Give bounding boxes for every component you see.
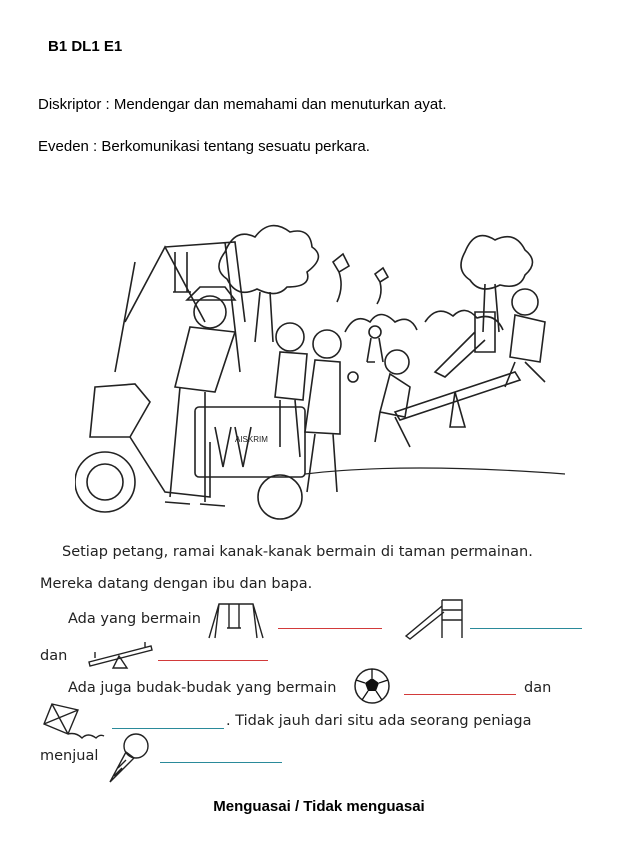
playground-illustration bbox=[75, 212, 565, 532]
sentence-2: Mereka datang dengan ibu dan bapa. bbox=[40, 576, 313, 592]
ice-cream-icon bbox=[104, 730, 154, 786]
blank-2[interactable] bbox=[470, 628, 582, 629]
kite-icon bbox=[38, 700, 106, 740]
blank-1[interactable] bbox=[278, 628, 382, 629]
football-icon bbox=[352, 666, 392, 706]
sentence-4-dan: dan bbox=[40, 648, 68, 664]
sentence-1: Setiap petang, ramai kanak-kanak bermain di taman permainan. bbox=[62, 544, 533, 560]
blank-4[interactable] bbox=[404, 694, 516, 695]
sentence-5: Ada juga budak-budak yang bermain bbox=[68, 680, 337, 696]
tree-icon bbox=[219, 226, 318, 294]
blank-6[interactable] bbox=[160, 762, 282, 763]
sentence-5-dan: dan bbox=[524, 680, 552, 696]
descriptor-text: Diskriptor : Mendengar dan memahami dan menuturkan ayat. bbox=[38, 96, 447, 113]
sentence-6: . Tidak jauh dari situ ada seorang peniaga bbox=[226, 713, 532, 729]
worksheet-code: B1 DL1 E1 bbox=[48, 38, 123, 55]
blank-3[interactable] bbox=[158, 660, 268, 661]
slide-icon bbox=[402, 596, 472, 640]
assessment-footer bbox=[0, 798, 638, 815]
mastery-status: Menguasai / Tidak menguasai bbox=[213, 798, 425, 815]
cart-sign: AISKRIM bbox=[235, 435, 268, 444]
sentence-7: menjual bbox=[40, 748, 99, 764]
seesaw-icon bbox=[85, 640, 155, 670]
blank-5[interactable] bbox=[112, 728, 224, 729]
seesaw-structure bbox=[395, 372, 520, 427]
slide-structure bbox=[435, 312, 495, 377]
evidence-text: Eveden : Berkomunikasi tentang sesuatu perkara. bbox=[38, 138, 370, 155]
sentence-3: Ada yang bermain bbox=[68, 611, 201, 627]
swing-icon bbox=[205, 600, 267, 640]
motorcycle bbox=[90, 384, 150, 437]
